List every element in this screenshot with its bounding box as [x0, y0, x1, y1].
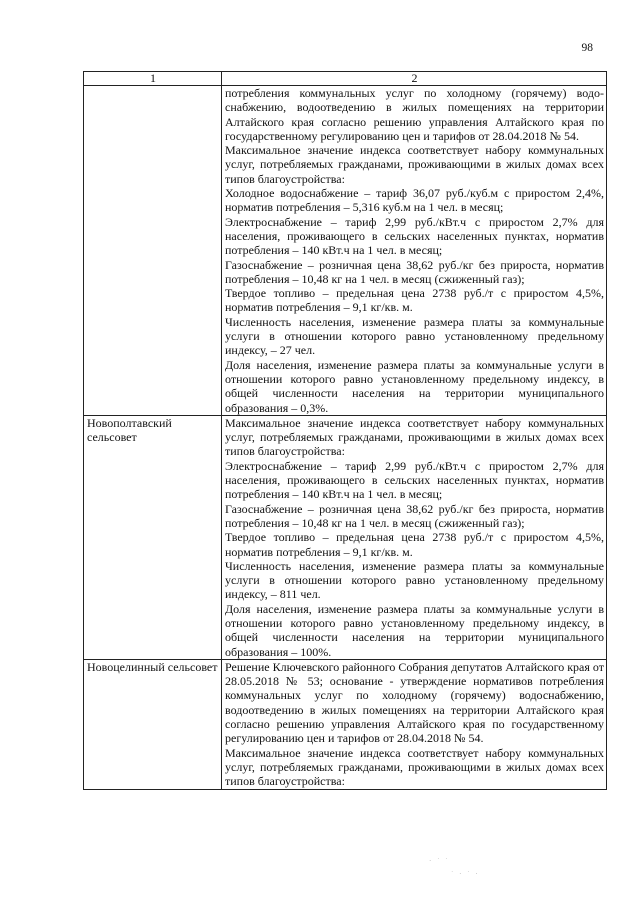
description-cell [222, 659, 607, 789]
column-header-1: 1 [84, 72, 222, 86]
paragraph: Электроснабжение – тариф 2,99 руб./кВт.ч с приростом 2,7% для населения, проживающего в сельских населенных пунктах, норматив потребления – 140 кВт.ч на 1 чел. в месяц; [225, 458, 604, 502]
paragraph: Доля населения, изменение размера платы за коммунальные услуги в отношении которого равно установленному предельному индексу, в общей численности населения на территории муниципального образования – 0,3%. [225, 357, 604, 415]
table-row [84, 415, 607, 659]
paragraph: Электроснабжение – тариф 2,99 руб./кВт.ч с приростом 2,7% для населения, проживающего в сельских населенных пунктах, норматив потребления – 140 кВт.ч на 1 чел. в месяц; [225, 214, 604, 258]
page-number: 98 [581, 42, 593, 54]
description-cell [222, 415, 607, 659]
scan-smudge: · ˙ ˙ [429, 857, 450, 865]
paragraph: Газоснабжение – розничная цена 38,62 руб./кг без прироста, норматив потребления – 10,48 кг на 1 чел. в месяц (сжиженный газ); [225, 501, 604, 530]
paragraph: Твердое топливо – предельная цена 2738 руб./т с приростом 4,5%, норматив потребления – 9,1 кг/кв. м. [225, 530, 604, 559]
paragraph: Максимальное значение индекса соответствует набору коммунальных услуг, потребляемых гражданами, проживающими в жилых домах всех типов благоустройства: [225, 745, 604, 789]
paragraph: Решение Ключевского районного Собрания депутатов Алтайского края от 28.05.2018 № 53; основание - утверждение нормативов потребления коммунальных услуг по холодному (горячему) водоснабжению, водоотведению в жилых помещениях на территории Алтайского края согласно решению управления Алтайского края по государственному регулированию цен и тарифов от 28.04.2018 № 54. [225, 659, 604, 746]
paragraph: Численность населения, изменение размера платы за коммунальные услуги в отношении которого равно установленному предельному индексу, – 811 чел. [225, 558, 604, 602]
paragraph: Максимальное значение индекса соответствует набору коммунальных услуг, потребляемых гражданами, проживающими в жилых домах всех типов благоустройства: [225, 415, 604, 459]
municipality-name-cell [84, 86, 222, 416]
table-row [84, 86, 607, 416]
paragraph: Доля населения, изменение размера платы за коммунальные услуги в отношении которого равно установленному предельному индексу, в общей численности населения на территории муниципального образования – 100%. [225, 601, 604, 659]
paragraph: Холодное водоснабжение – тариф 36,07 руб./куб.м с приростом 2,4%, норматив потребления – 5,316 куб.м на 1 чел. в месяц; [225, 186, 604, 215]
paragraph: Численность населения, изменение размера платы за коммунальные услуги в отношении которого равно установленному предельному индексу, – 27 чел. [225, 314, 604, 358]
paragraph: потребления коммунальных услуг по холодному (горячему) водоснабжению, водоотведению в жилых помещениях на территории Алтайского края согласно решению управления Алтайского края по государственному регулированию цен и тарифов от 28.04.2018 № 54. [225, 86, 604, 143]
municipal-index-table [83, 71, 607, 790]
table-row [84, 659, 607, 789]
paragraph: Газоснабжение – розничная цена 38,62 руб./кг без прироста, норматив потребления – 10,48 кг на 1 чел. в месяц (сжиженный газ); [225, 257, 604, 286]
municipality-name-cell: Новополтавский сельсовет [84, 415, 222, 659]
paragraph: Твердое топливо – предельная цена 2738 руб./т с приростом 4,5%, норматив потребления – 9,1 кг/кв. м. [225, 286, 604, 315]
table-header-row [84, 72, 607, 86]
municipality-name-cell: Новоцелинный сельсовет [84, 659, 222, 789]
column-header-2: 2 [222, 72, 607, 86]
description-cell [222, 86, 607, 416]
scan-smudge: ˙ · ˙ · [451, 870, 480, 878]
paragraph: Максимальное значение индекса соответствует набору коммунальных услуг, потребляемых гражданами, проживающими в жилых домах всех типов благоустройства: [225, 143, 604, 186]
